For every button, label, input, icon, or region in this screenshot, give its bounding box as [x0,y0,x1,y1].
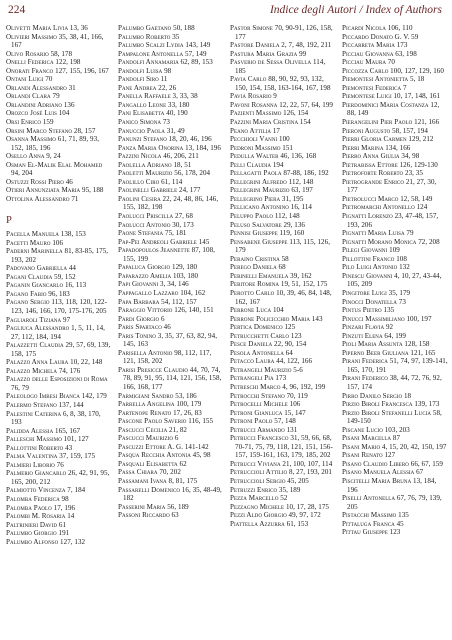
index-entry: Pangallo Leone 33, 180 [118,100,190,109]
index-entry: Panza Maria Onorina 13, 184, 196 [118,143,221,152]
index-entry: Peluppo Paolo 112, 148 [230,212,300,221]
index-entry: Olivo Rosario 58, 178 [6,49,73,58]
index-entry: Ottolina Alessandro 71 [6,194,79,203]
index-entry: Pinzari Flavia 92 [342,323,394,332]
index-entry: Pietroforte Roberto 23, 35 [342,169,423,178]
index-entry: Papadopoulos Jeannette 87, 108, 155, 199 [118,246,215,263]
index-entry: Palmieri Liborio 76 [6,460,64,469]
index-entry: Pillottini Franco 108 [342,254,407,263]
index-entry: Petruccioli Attilio 8, 27, 193, 201 [230,468,332,477]
index-entry: Petruzzi Enrico 35, 189 [230,485,301,494]
index-entry: Paolillo Ciro 61, 114 [118,177,183,186]
index-entry: Papa Barbara 54, 112, 157 [118,297,197,306]
index-entry: Paleologo Imbesi Bianca 142, 179 [6,392,107,401]
index-entry: Paraggio Vittorio 126, 140, 151 [118,306,214,315]
index-entry: Pisani Marcella 87 [342,434,401,443]
index-entry: Pazzini Nicola 46, 206, 211 [118,152,199,161]
index-entry: Pioli Maria Assunta 128, 158 [342,340,430,349]
index-entry: Passerini Maria 56, 189 [118,502,189,511]
index-entry: Pastor Simone 70, 90-91, 126, 158, 177 [230,24,333,41]
index-entry: Pirro Danilo Sergio 18 [342,391,412,400]
index-entry: Parmigiani Sandro 53, 186 [118,391,197,400]
index-entry: Pampalone Antonella 57, 149 [118,49,207,58]
index-entry: Petrocelli Michele 106 [230,400,301,409]
index-entry: Parisi Presicce Claudio 44, 70, 74, 78, 89, 91, 95, 114, 121, 156, 158, 166, 168, 177 [118,365,222,391]
index-entry: Piemontese Luigi 10, 17, 148, 161 [342,92,441,101]
index-entry: Peraino Cristina 58 [230,254,289,263]
index-entry: Petroni Gianluca 15, 147 [230,408,306,417]
index-entry: Piscane Lucio 103, 203 [342,425,410,434]
index-entry: Palumbo Roberto 35 [118,32,180,41]
index-entry: Pavia Rosario 9 [230,92,277,101]
index-column-1 [6,24,112,636]
index-entry: Palombi M. Rosaria 14 [6,512,75,521]
index-entry: Perrone Luca 104 [230,306,284,315]
index-entry: Passamani Ivana 8, 81, 175 [118,476,198,485]
index-entry: Peluso Salvatore 29, 136 [230,220,306,229]
index-entry: Pellagatti Paola 87-88, 186, 192 [230,169,329,178]
index-entry: Pasqua Recchia Antonia 45, 98 [118,451,211,460]
index-entry: Petrangeli Pia 173 [230,374,287,383]
index-entry: Pilo Luigi Antonio 132 [342,263,410,272]
index-entry: Pignatti Maria Luisa 79 [342,229,414,238]
index-entry: Pacetti Mauro 106 [6,238,64,247]
index-entry: Pertica Domenico 125 [230,323,296,332]
index-entry: Pascucci Maurizio 6 [118,434,179,443]
index-entry: Pavoni Rosanna 12, 22, 57, 64, 199 [230,100,333,109]
index-entry: Piperno Beer Giuliana 121, 165 [342,348,436,357]
index-entry: Paolucci Priscilla 27, 68 [118,212,193,221]
index-entry: Onorati Franco 127, 155, 196, 167 [6,66,109,75]
index-entry: Piattella Azzurra 61, 153 [230,519,309,528]
index-entry: Piccozza Carlo 100, 127, 129, 160 [342,66,444,75]
index-entry: Pazzini Maria Cristina 154 [230,118,311,127]
index-entry: Petrucci Francesco 31, 59, 66, 68, 70-71, 75, 79, 118, 121, 151, 156-157, 159-161, 163, 179, 185, 202 [230,434,333,460]
index-entry: Pasverio de Sessa Olivella 114, 185 [230,58,326,75]
index-entry: Pagano Sergio 113, 118, 120, 122-123, 146, 166, 170, 175-176, 205 [6,298,108,315]
index-entry: Pittaluga Franca 45 [342,519,404,528]
index-entry: Perrone Policicchio Maria 143 [230,314,323,323]
index-entry: Pirani Federico 38, 44, 72, 76, 92, 157, 174 [342,374,442,391]
index-entry: Pandolfi Annamaria 62, 89, 153 [118,58,213,67]
index-entry: Pagani Claudia 59, 152 [6,272,76,281]
index-entry: Pascucci Cecilia 21, 82 [118,425,187,434]
index-entry: Picciau Giovanna 63, 198 [342,49,417,58]
index-entry: Palidda Alessia 165, 167 [6,426,81,435]
index-entry: Palma Valentina 37, 159, 175 [6,452,96,461]
index-entry: Pierdominici Maria Costanza 12, 88, 149 [342,100,440,118]
index-entry: Petreschi Marco 4, 96, 192, 199 [230,382,326,391]
index-entry: Pandolfi Luisa 98 [118,66,172,75]
index-entry: Piccarreta Maria 173 [342,41,408,50]
index-entry: Pelli Claudia 194 [230,160,284,169]
index-entry: Paoletti Maurizio 56, 178, 204 [118,169,211,178]
index-entry: Pani Elisabetta 40, 190 [118,109,188,118]
index-entry: Peritore Romina 19, 51, 152, 175 [230,280,328,289]
index-entry: Olivetti Maria Livia 13, 36 [6,24,88,32]
index-entry: Orlandi Alessandro 31 [6,83,76,92]
index-entry: Pascuzzi Ettore A. G. 141-142 [118,442,209,451]
index-entry: Pisano Manuela Alessia 67 [342,468,424,477]
index-entry: Palmiotto Vincenza 7, 184 [6,486,86,495]
index-entry: Pellegrino Piera 31, 195 [230,194,304,203]
index-column-3 [230,24,336,636]
index-entry: Palumbo Alfonso 127, 132 [6,537,86,546]
index-entry: Pellicano Antonino 16, 114 [230,203,312,212]
index-entry: Orozco José Luis 104 [6,109,70,118]
index-entry: Pietrabissa Ettore 126, 129-130 [342,160,438,169]
index-entry: Pagano Fabio 96, 183 [6,289,70,298]
index-entry: Pierro Anna Giulia 34, 98 [342,152,420,161]
index-entry: Pesola Antonella 64 [230,348,293,357]
index-entry: Pallottini Roberto 43 [6,443,73,452]
index-entry: Pedroni Massimo 151 [230,143,294,152]
index-entry: Pingitore Luigi 35, 179 [342,288,411,297]
running-head [8,4,442,22]
index-entry: Pietrogrande Enrico 21, 27, 30, 177 [342,177,437,195]
index-entry: Parisella Antonio 98, 112, 117, 121, 158, 202 [118,348,212,366]
index-entry: Pezza Marcello 52 [230,494,288,503]
index-entry: Pedulla Walter 46, 136, 168 [230,152,317,161]
index-entry: Pisani Renato 127 [342,451,396,460]
page-number: 224 [8,4,26,16]
index-entry: Partenope Renato 17, 26, 83 [118,408,202,417]
index-entry: Orlandini Adriano 136 [6,100,75,109]
index-entry: Orsini Marco Stefano 28, 157 [6,126,96,135]
index-entry: Panuccio Paola 31, 49 [118,126,185,135]
index-entry: Panico Simona 73 [118,118,170,127]
index-entry: Papi Giovanni 3, 34, 146 [118,280,189,289]
index-entry: Picardi Nicola 106, 110 [342,24,413,32]
index-entry: Paolucci Antonio 30, 173 [118,220,194,229]
index-entry: Pierri Marina 134, 166 [342,143,411,152]
index-entry: Parrella Angelina 100, 179 [118,400,202,409]
index-entry: Palomba Paolo 17, 196 [6,503,76,512]
index-entry: Pastore Daniela 2, 7, 48, 192, 211 [230,41,332,50]
index-entry: Pietrolucci Marco 12, 58, 149 [342,194,433,203]
index-entry: Pierangelini Pier Paolo 121, 166 [342,118,440,127]
index-entry: Pinocci Donatella 73 [342,297,406,306]
index-entry: Padovano Gabriella 44 [6,264,76,273]
index-entry: Pappagallo Lazzaro 104, 162 [118,288,206,297]
index-entry: Pignatti Lorenzo 23, 47-48, 157, 193, 206 [342,212,439,229]
index-entry: Petrucchetti Carlo 123 [230,331,302,340]
index-entry: Pandolfi Siro 11 [118,75,168,84]
index-entry: Pieroni Augusto 58, 157, 194 [342,126,428,135]
index-entry: Palumbo Gaetano 50, 188 [118,24,195,32]
index-entry: Passoni Riccardo 63 [118,511,179,520]
index-entry: Paolella Adriano 18, 51 [118,160,192,169]
index-entry: Pellegrini Alfredo 112, 148 [230,177,314,186]
index-entry: Passa Chiara 70, 202 [118,468,181,477]
index-entry: Petruccioli Sergio 45, 205 [230,476,309,485]
index-entry: Ostuzzi Rossi Piero 46 [6,177,73,186]
index-entry: Pietromarchi Antonello 124 [342,203,428,212]
index-entry: Pirzio Biroli Francesca 139, 173 [342,400,440,409]
index-entry: Pignatti Morano Monica 72, 208 [342,237,440,246]
index-entry: Orlandi Clara 79 [6,92,60,101]
index-entry: Palestini Caterina 6, 8, 38, 170, 193 [6,409,101,427]
index-entry: Pezzagno Michele 10, 17, 28, 175 [230,502,329,511]
index-entry: Papaluca Giorgio 129, 180 [118,263,198,272]
index-entry: Palomba Federica 98 [6,494,69,503]
index-entry: Olivieri Massimo 35, 38, 41, 166, 167 [6,32,104,50]
index-entry: Pasquali Elisabetta 62 [118,459,187,468]
index-entry: Petrucci Armando 131 [230,425,298,434]
index-entry: Pecchioli Vanni 100 [230,135,290,144]
index-entry: Onelli Federica 122, 198 [6,58,81,67]
index-entry: Paone Stefania 75, 181 [118,229,187,238]
index-entry: Palazzo delle Esposizioni di Roma 76, 79 [6,375,108,392]
index-entry: Pistacchi Massimo 135 [342,511,409,520]
entry-spacer [6,203,112,212]
index-entry: Petrangeli Maurizio 5-6 [230,365,303,374]
index-entry: Paparazzo Amelia 103, 180 [118,271,199,280]
index-entry: Piccardo Donato G. V. 59 [342,32,419,41]
index-entry: Piemontesi Federica 7 [342,83,407,92]
index-entry: Otieri Annunziata Maria 95, 188 [6,186,104,195]
index-column-2 [118,24,224,636]
index-entry: Paris Spartaco 46 [118,323,171,332]
index-entry: Panunzi Stefano 18, 20, 46, 196 [118,135,212,144]
index-entry: Pazienti Massimo 126, 154 [230,109,309,118]
index-entry: Palazzo Michela 74, 176 [6,366,81,375]
index-entry: Palleschi Massimo 101, 127 [6,435,89,444]
index-entry: Paganin Giancarlo 16, 113 [6,281,87,290]
index-entry: Palmerio Giancarlo 26, 42, 91, 95, 165, 200, 212 [6,469,110,486]
index-entry: Osanna Massimo 61, 71, 89, 93, 152, 185, 196 [6,135,100,152]
index-entry: Peano Attilia 17 [230,126,280,135]
index-entry: Palumbo Giorgio 191 [6,529,70,538]
index-entry: Pane Andrea 22, 26 [118,83,177,92]
index-entry: Paltrinieri David 61 [6,520,67,529]
index-entry: Palermo Stefano 137, 144 [6,400,84,409]
index-entry: Pascone Paolo Saverio 116, 155 [118,417,214,426]
index-entry: Pisano Claudio Libero 66, 67, 159 [342,459,444,468]
index-entry: Osello Anna 9, 24 [6,152,61,161]
index-entry: Perotto Carlo 10, 39, 46, 84, 148, 162, 167 [230,288,332,306]
index-entry: Pennisi Giuseppe 119, 160 [230,229,305,238]
section-letter: P [6,215,12,227]
index-entry: Paderni Marinella 81, 83-85, 175, 193, 202 [6,247,109,264]
index-entry: Pierri Gloria Carmen 129, 212 [342,135,434,144]
index-entry: Petroni Paolo 57, 148 [230,417,296,426]
index-column-4 [342,24,448,636]
index-entry: Pirani Federica 51, 74, 97, 139-141, 165, 170, 191 [342,357,448,374]
index-entry: Petrucci Viviana 21, 100, 107, 114 [230,459,333,468]
index-entry: Pilegi Giovanni 109 [342,246,400,255]
index-entry: Passarelli Domenico 16, 35, 48-49, 182 [118,485,222,503]
index-entry: Pagliaroli Tiziana 97 [6,315,71,324]
index-entry: Pavia Carlo 88, 90, 92, 93, 132, 150, 154, 158, 163-164, 167, 198 [230,75,331,92]
index-entry: Pagliuca Alessandro 1, 5, 11, 14, 27, 112, 184, 194 [6,324,105,341]
index-entry: Pardi Giorgio 6 [118,314,165,323]
index-entry: Panella Raffaele 3, 33, 38 [118,92,198,101]
index-entry: Ontani Luigi 70 [6,75,53,84]
index-entry: Pittau Giuseppe 123 [342,528,401,537]
index-entry: Piselli Antonella 67, 76, 79, 139, 205 [342,494,442,511]
index-entry: Pintus Pietro 135 [342,306,395,315]
index-entry: Piscitelli Maria Bruna 13, 184, 196 [342,476,437,494]
index-entry: Piemontesi Antonietta 5, 18 [342,75,425,84]
index-entry: Orsi Enrico 159 [6,118,54,127]
index-entry: Paris Tonino 3, 35, 37, 63, 82, 94, 145, 163 [118,331,218,349]
index-entry: Osman El-Malik Elal Mohamed 94, 204 [6,160,103,178]
index-entry: Pellegrini Maurizio 63, 197 [230,186,313,195]
index-entry: Perinelli Emanuela 39, 162 [230,271,312,280]
index-entry: Petacco Laura 44, 122, 166 [230,357,313,366]
index-entry: Pirzio Biroli Stefanelli Lucia 58, 149-150 [342,408,442,426]
index-columns [6,24,448,636]
index-entry: Pensabene Giuseppe 113, 115, 126, 179 [230,237,331,255]
index-entry: Pesce Daniela 22, 90, 154 [230,340,307,349]
index-entry: Paolinelli Gabriele 24, 177 [118,186,201,195]
index-entry: Perego Daniela 68 [230,263,286,272]
index-entry: Pezzi Aldo Giorgio 49, 97, 172 [230,511,321,520]
index-entry: Pap-Pei Andreoli Gabriele 145 [118,237,210,246]
index-entry: Palazzetti Claudia 29, 57, 69, 139, 158, 175 [6,341,111,358]
index-entry: Palumbo Scalzi Lydia 143, 149 [118,41,211,50]
index-entry: Pinescu Giovanni 4, 10, 27, 43-44, 105, 209 [342,271,442,289]
index-entry: Picciau Maura 70 [342,58,395,67]
index-entry: Paolini Cesira 22, 24, 48, 86, 146, 155, 182, 198 [118,194,219,212]
running-title: Indice degli Autori / Index of Authors [269,4,442,16]
index-entry: Palazzo Anna Laura 10, 22, 148 [6,358,103,367]
index-entry: Petrocchi Stefano 70, 119 [230,391,308,400]
index-entry: Pinucci Massimiliano 100, 197 [342,314,432,323]
index-entry: Pisani Mario 4, 15, 20, 42, 150, 197 [342,442,447,451]
index-entry: Pastura Maria Grazia 99 [230,49,307,58]
index-entry: Pacella Manuela 138, 153 [6,230,86,239]
index-entry: Pinzuti Elena 64, 199 [342,331,406,340]
